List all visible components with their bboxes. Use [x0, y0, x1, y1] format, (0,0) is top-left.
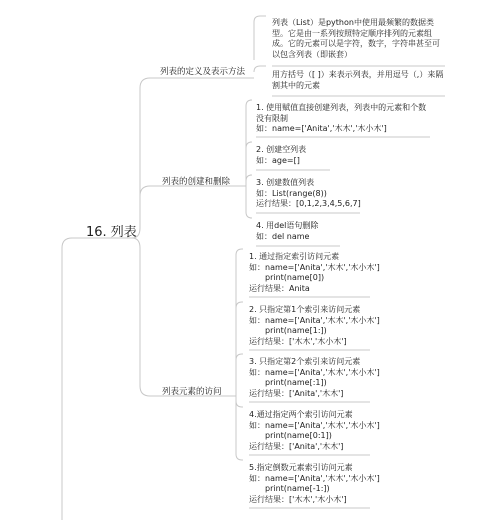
leaf-node[interactable]	[249, 252, 380, 294]
leaf-connector	[246, 212, 252, 218]
branch-connector	[140, 248, 156, 396]
leaf-text: print(name[-1:])	[265, 484, 330, 493]
leaf-connector	[246, 175, 252, 181]
leaf-text: 5.指定倒数元素索引访问元素	[249, 463, 353, 472]
branch-label: 列表元素的访问	[162, 387, 222, 397]
leaf-text: 列表（List）是python中使用最频繁的数据类	[272, 18, 434, 27]
leaf-text: 如：List(range(8))	[256, 188, 327, 198]
leaf-connector	[254, 16, 266, 22]
leaf-node[interactable]	[249, 357, 380, 399]
leaf-connector	[246, 142, 252, 148]
leaf-text: 以包含列表（即嵌套）	[272, 49, 352, 59]
root-topic-label: 16. 列表	[86, 225, 137, 240]
leaf-text: 如：name=['Anita','木木','木小木']	[256, 124, 387, 133]
leaf-text: 如：name=['Anita','木木','木小木']	[249, 420, 380, 430]
leaf-text: 如：name=['Anita','木木','木小木']	[249, 473, 380, 483]
leaf-text: print(name[0])	[265, 273, 325, 282]
leaf-text: 没有限制	[256, 113, 288, 123]
leaf-connector	[246, 100, 252, 106]
leaf-connector	[236, 249, 243, 255]
leaf-text: print(name[1:])	[265, 326, 327, 335]
leaf-node[interactable]	[272, 18, 440, 60]
leaf-text: 如：name=['Anita','木木','木小木']	[249, 367, 380, 377]
leaf-text: 3. 创建数值列表	[256, 178, 315, 187]
leaf-text: 如：del name	[256, 231, 310, 241]
branch-label: 列表的创建和删除	[162, 177, 231, 187]
leaf-text: 2. 只指定第1个索引来访问元素	[249, 305, 361, 314]
leaf-node[interactable]	[249, 463, 380, 505]
leaf-connector	[236, 401, 243, 407]
leaf-text: 3. 只指定第2个索引来访问元素	[249, 357, 361, 366]
leaf-node[interactable]	[256, 221, 318, 242]
leaf-text: 运行结果：[0,1,2,3,4,5,6,7]	[256, 199, 361, 208]
leaf-node[interactable]	[272, 70, 443, 91]
leaf-text: print(name[0:1])	[265, 431, 332, 440]
leaf-node[interactable]	[256, 145, 306, 166]
leaf-text: 运行结果：['木木','木小木']	[249, 336, 347, 346]
trunk-connector	[62, 238, 80, 520]
root-topic[interactable]	[86, 221, 137, 240]
leaf-text: 成。它的元素可以是字符，数字，字符串甚至可	[272, 39, 440, 48]
leaf-text: 1. 使用赋值直接创建列表，列表中的元素和个数	[256, 103, 427, 112]
leaf-connector	[254, 66, 266, 72]
leaf-connector	[236, 302, 243, 308]
branch-label: 列表的定义及表示方法	[160, 67, 246, 77]
leaf-text: 运行结果：['木木','木小木']	[249, 494, 347, 504]
leaf-text: 4. 用del语句删除	[256, 221, 319, 230]
leaf-text: 如：name=['Anita','木木','木小木']	[249, 262, 380, 272]
leaf-text: 如：age=[]	[256, 155, 300, 165]
leaf-text: 割其中的元素	[272, 80, 320, 90]
leaf-text: 运行结果：['Anita','木木']	[249, 441, 344, 451]
leaf-node[interactable]	[249, 305, 380, 347]
leaf-text: print(name[:1])	[265, 378, 327, 387]
leaf-text: 如：name=['Anita','木木','木小木']	[249, 315, 380, 325]
leaf-node[interactable]	[256, 178, 361, 210]
leaf-text: 型。它是由一系列按照特定顺序排列的元素组	[272, 28, 432, 38]
branch-element-access[interactable]	[162, 385, 222, 397]
leaf-text: 运行结果：Anita	[249, 283, 310, 293]
leaf-text: 1. 通过指定索引访问元素	[249, 252, 340, 261]
branch-connector	[132, 78, 156, 238]
leaf-text: 运行结果：['Anita','木木']	[249, 388, 344, 398]
leaf-text: 用方括号（[ ]）来表示列表，并用逗号（,）来隔	[272, 70, 444, 79]
branch-connector	[140, 186, 156, 226]
leaf-text: 2. 创建空列表	[256, 145, 307, 154]
branch-create-delete[interactable]	[162, 175, 230, 187]
leaf-connector	[236, 354, 243, 360]
branch-definition[interactable]	[160, 65, 245, 77]
leaf-connector	[236, 454, 243, 460]
leaf-node[interactable]	[256, 103, 426, 135]
leaf-text: 4.通过指定两个索引访问元素	[249, 410, 353, 419]
leaf-node[interactable]	[249, 410, 380, 452]
